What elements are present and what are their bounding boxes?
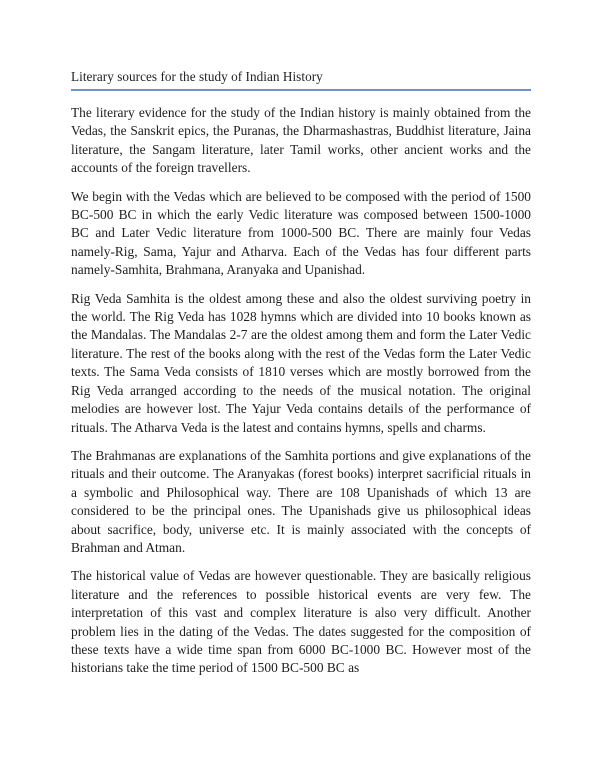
document-title: Literary sources for the study of Indian History: [71, 68, 531, 91]
document-page: [71, 68, 531, 688]
paragraph-vedas-intro: We begin with the Vedas which are believed to be composed with the period of 1500 BC-500 BC in which the early Vedic literature was composed between 1500-1000 BC and Later Vedic literature from 1000-500 BC. There are mainly four Vedas namely-Rig, Sama, Yajur and Atharva. Each of the Vedas has four different parts namely-Samhita, Brahmana, Aranyaka and Upanishad.: [71, 188, 531, 278]
paragraph-literary-evidence: The literary evidence for the study of the Indian history is mainly obtained from the Vedas, the Sanskrit epics, the Puranas, the Dharmashastras, Buddhist literature, Jaina literature, the Sangam literature, later Tamil works, other ancient works and the accounts of the foreign travellers.: [71, 105, 531, 176]
paragraph-rig-veda: Rig Veda Samhita is the oldest among these and also the oldest surviving poetry in the world. The Rig Veda has 1028 hymns which are divided into 10 books known as the Mandalas. The Mandalas 2-7 are the oldest among them and form the Later Vedic literature. The rest of the books along with the rest of the Vedas form the Later Vedic texts. The Sama Veda consists of 1810 verses which are mostly borrowed from the Rig Veda arranged according to the needs of the musical notation. The original melodies are however lost. The Yajur Veda contains details of the performance of rituals. The Atharva Veda is the latest and contains hymns, spells and charms.: [71, 290, 531, 435]
paragraph-brahmanas: The Brahmanas are explanations of the Samhita portions and give explanations of the rituals and their outcome. The Aranyakas (forest books) interpret sacrificial rituals in a symbolic and Philosophical way. There are 108 Upanishads of which 13 are considered to be the principal ones. The Upanishads give us philosophical ideas about sacrifice, body, universe etc. It is mainly associated with the concepts of Brahman and Atman.: [71, 447, 531, 555]
paragraph-historical-value: The historical value of Vedas are however questionable. They are basically religious literature and the references to possible historical events are very few. The interpretation of this vast and complex literature is also very difficult. Another problem lies in the dating of the Vedas. The dates suggested for the composition of these texts have a wide time span from 6000 BC-1000 BC. However most of the historians take the time period of 1500 BC-500 BC as: [71, 568, 531, 676]
